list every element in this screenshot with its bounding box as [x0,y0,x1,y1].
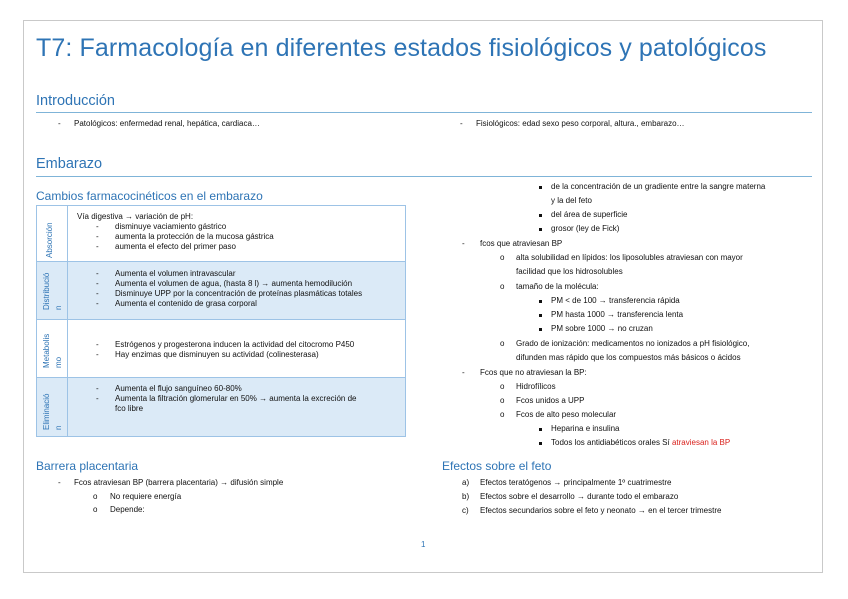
right-text: facilidad que los hidrosolubles [516,267,623,276]
right-text: Fcos de alto peso molecular [516,410,617,419]
circle-bullet: o [500,396,505,405]
list-letter: b) [462,492,470,501]
right-text: Fcos que no atraviesan la BP: [480,368,587,377]
right-text: Heparina e insulina [551,424,620,433]
square-bullet [539,228,542,231]
right-text: PM sobre 1000 → no cruzan [551,324,653,333]
dash-bullet: - [96,340,99,349]
antidiabeticos-text: Todos los antidiabéticos orales Sí [551,438,672,447]
row-label: mo [54,356,63,368]
square-bullet [539,328,542,331]
list-letter: c) [462,506,469,515]
circle-bullet: o [500,339,505,348]
right-text: difunden mas rápido que los compuestos más básicos o ácidos [516,353,741,362]
right-text: y la del feto [551,196,592,205]
efectos-heading: Efectos sobre el feto [442,459,552,473]
cell-text: Estrógenos y progesterona inducen la actividad del citocromo P450 [115,340,355,349]
dash-bullet: - [96,289,99,298]
table-row-eliminacion [37,378,405,436]
square-bullet [539,428,542,431]
barrera-heading: Barrera placentaria [36,459,139,473]
cell-text: Disminuye UPP por la concentración de proteínas plasmáticas totales [115,289,363,298]
dash-bullet: - [96,222,99,231]
barrera-text: Fcos atraviesan BP (barrera placentaria) → difusión simple [74,478,284,487]
cell-text: Aumenta el flujo sanguíneo 60-80% [115,384,242,393]
dash-bullet: - [462,239,465,248]
embarazo-heading: Embarazo [36,156,103,172]
right-text: fcos que atraviesan BP [480,239,563,248]
circle-bullet: o [500,282,505,291]
right-text: grosor (ley de Fick) [551,224,620,233]
circle-bullet: o [500,382,505,391]
right-text: alta solubilidad en lípidos: los liposolubles atraviesan con mayor [516,253,743,262]
row-label: Eliminació [42,393,51,430]
document-title: T7: Farmacología en diferentes estados fisiológicos y patológicos [36,34,767,62]
dash-bullet: - [96,350,99,359]
circle-bullet: o [500,410,505,419]
right-text: del área de superficie [551,210,628,219]
barrera-text: Depende: [110,505,145,514]
cambios-heading: Cambios farmacocinéticos en el embarazo [36,189,263,203]
dash-bullet: - [96,394,99,403]
dash-bullet: - [96,242,99,251]
cell-text: aumenta el efecto del primer paso [115,242,236,251]
dash-bullet: - [58,478,61,487]
table-row-absorcion [37,206,405,262]
right-text: Fcos unidos a UPP [516,396,585,405]
row-label-cell [37,206,68,261]
right-text-antidiabeticos [551,438,730,448]
cell-text: Aumenta el volumen intravascular [115,269,236,278]
table-row-distribucion [37,262,405,320]
pharmacokinetics-table [36,205,406,437]
square-bullet [539,186,542,189]
circle-bullet: o [500,253,505,262]
row-label-cell [37,378,68,436]
square-bullet [539,314,542,317]
efectos-item: Efectos teratógenos → principalmente 1º cuatrimestre [480,478,672,487]
dash-bullet: - [96,299,99,308]
cell-text: aumenta la protección de la mucosa gástrica [115,232,274,241]
dash-bullet: - [460,119,463,128]
right-text: Grado de ionización: medicamentos no ionizados a pH fisiológico, [516,339,750,348]
cell-text: disminuye vaciamiento gástrico [115,222,227,231]
dash-bullet: - [96,384,99,393]
dash-bullet: - [96,269,99,278]
right-text: tamaño de la molécula: [516,282,599,291]
right-text: Hidrofílicos [516,382,556,391]
cell-text: Aumenta el volumen de agua, (hasta 8 l) → aumenta hemodilución [115,279,353,288]
row-label-cell [37,262,68,319]
row-label: Metabolis [42,333,51,368]
row-label: Absorción [45,222,54,258]
cell-text: Vía digestiva → variación de pH: [77,212,194,221]
square-bullet [539,442,542,445]
row-label-cell [37,320,68,377]
barrera-text: No requiere energía [110,492,182,501]
cell-text: Hay enzimas que disminuyen su actividad (colinesterasa) [115,350,319,359]
list-letter: a) [462,478,470,487]
dash-bullet: - [96,232,99,241]
embarazo-rule [36,176,812,177]
intro-rule [36,112,812,113]
right-text: PM hasta 1000 → transferencia lenta [551,310,684,319]
row-label: Distribució [42,272,51,310]
square-bullet [539,300,542,303]
right-text: PM < de 100 → transferencia rápida [551,296,680,305]
cell-text: Aumenta la filtración glomerular en 50% → aumenta la excreción de [115,394,357,403]
circle-bullet: o [93,492,98,501]
intro-right-text: Fisiológicos: edad sexo peso corporal, altura., embarazo… [476,119,685,128]
intro-left-text: Patológicos: enfermedad renal, hepática, cardiaca… [74,119,260,128]
right-text: de la concentración de un gradiente entre la sangre materna [551,182,766,191]
cell-text: fco libre [115,404,144,413]
antidiabeticos-highlight: atraviesan la BP [671,438,731,447]
dash-bullet: - [462,368,465,377]
intro-heading: Introducción [36,93,115,109]
page-number: 1 [421,540,426,549]
square-bullet [539,214,542,217]
cell-text: Aumenta el contenido de grasa corporal [115,299,257,308]
row-label: n [54,425,63,430]
dash-bullet: - [58,119,61,128]
dash-bullet: - [96,279,99,288]
circle-bullet: o [93,505,98,514]
efectos-item: Efectos secundarios sobre el feto y neonato → en el tercer trimestre [480,506,722,515]
row-label: n [54,305,63,310]
efectos-item: Efectos sobre el desarrollo → durante todo el embarazo [480,492,679,501]
table-row-metabolismo [37,320,405,378]
